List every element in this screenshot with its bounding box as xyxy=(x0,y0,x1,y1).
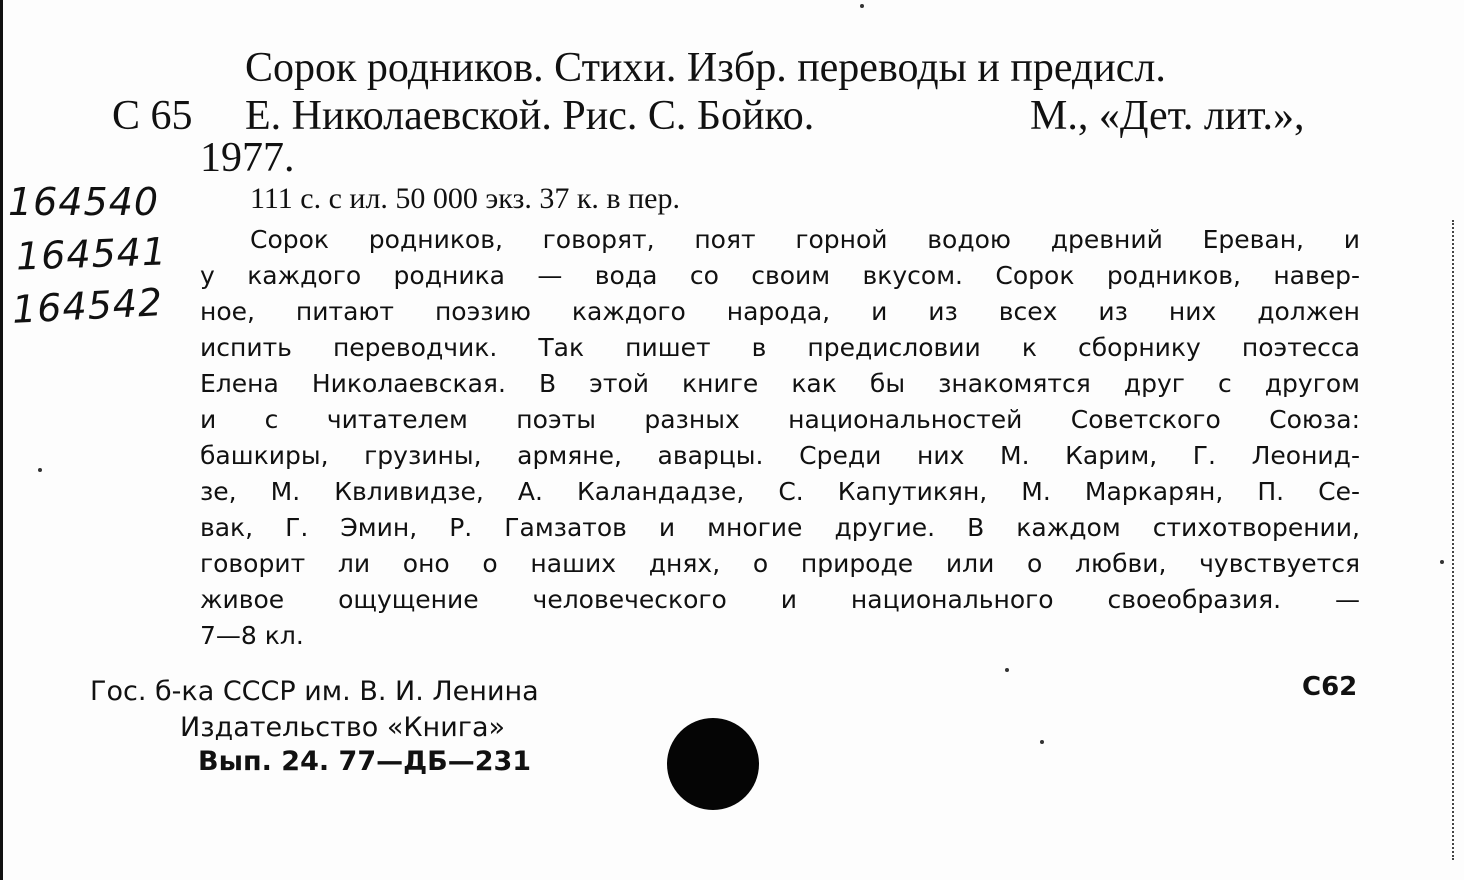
ink-speck xyxy=(1440,560,1444,564)
abstract-line: у каждого родника — вода со своим вкусом. Сорок родников, навер- xyxy=(200,261,1360,290)
abstract-line: и с читателем поэты разных национальностей Советского Союза: xyxy=(200,405,1360,434)
title-line-1: Сорок родников. Стихи. Избр. переводы и предисл. xyxy=(245,45,1166,91)
card-left-edge xyxy=(0,0,3,880)
abstract-line: 7—8 кл. xyxy=(200,621,304,650)
abstract-line: говорит ли оно о наших днях, о природе или о любви, чувствуется xyxy=(200,549,1360,578)
library-name: Гос. б-ка СССР им. В. И. Ленина xyxy=(90,676,539,707)
ink-speck xyxy=(860,4,864,8)
physical-description: 111 с. с ил. 50 000 экз. 37 к. в пер. xyxy=(250,182,680,215)
inventory-number: 164541 xyxy=(15,229,168,279)
release-code: Вып. 24. 77—ДБ—231 xyxy=(198,746,532,777)
abstract-line: вак, Г. Эмин, Р. Гамзатов и многие другие. В каждом стихотворении, xyxy=(200,513,1360,542)
abstract-line: башкиры, грузины, армяне, аварцы. Среди них М. Карим, Г. Леонид- xyxy=(200,441,1360,470)
abstract-line: Сорок родников, говорят, поят горной водою древний Ереван, и xyxy=(250,225,1360,254)
inventory-number: 164542 xyxy=(10,280,165,332)
publisher-house: Издательство «Книга» xyxy=(180,712,506,743)
publication-year: 1977. xyxy=(200,135,295,181)
ink-speck xyxy=(1005,668,1009,672)
ink-speck xyxy=(1040,740,1044,744)
class-code: С62 xyxy=(1302,672,1358,702)
publisher-place: М., «Дет. лит.», xyxy=(1030,93,1305,139)
abstract-line: испить переводчик. Так пишет в предисловии к сборнику поэтесса xyxy=(200,333,1360,362)
abstract-line: ное, питают поэзию каждого народа, и из всех из них должен xyxy=(200,297,1360,326)
abstract-line: живое ощущение человеческого и национального своеобразия. — xyxy=(200,585,1360,614)
abstract-line: Елена Николаевская. В этой книге как бы знакомятся друг с другом xyxy=(200,369,1360,398)
inventory-number: 164540 xyxy=(8,180,160,224)
call-number: С 65 xyxy=(112,93,193,139)
punch-hole xyxy=(667,718,759,810)
ink-speck xyxy=(38,468,42,472)
abstract-line: зе, М. Квливидзе, А. Каландадзе, С. Капутикян, М. Маркарян, П. Се- xyxy=(200,477,1360,506)
card-right-edge xyxy=(1452,220,1456,860)
title-line-2: Е. Николаевской. Рис. С. Бойко. xyxy=(245,93,815,139)
